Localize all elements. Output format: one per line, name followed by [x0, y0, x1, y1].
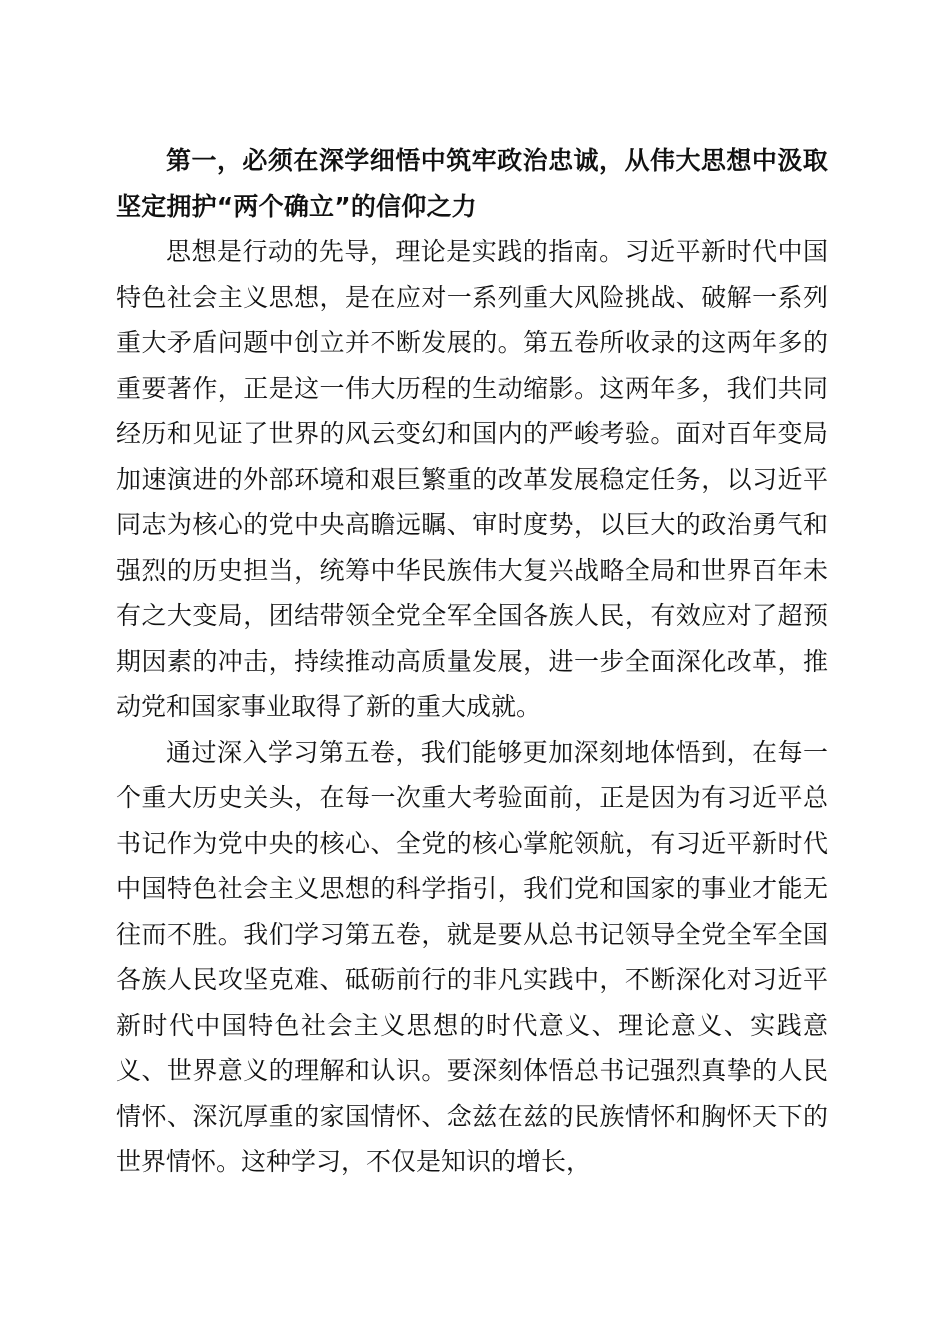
body-paragraph: 通过深入学习第五卷，我们能够更加深刻地体悟到，在每一个重大历史关头，在每一次重大考验面前，正是因为有习近平总书记作为党中央的核心、全党的核心掌舵领航，有习近平新时代中国特色社会主义思想的科学指引，我们党和国家的事业才能无往而不胜。我们学习第五卷，就是要从总书记领导全党全军全国各族人民攻坚克难、砥砺前行的非凡实践中，不断深化对习近平新时代中国特色社会主义思想的时代意义、理论意义、实践意义、世界意义的理解和认识。要深刻体悟总书记强烈真挚的人民情怀、深沉厚重的家国情怀、念兹在兹的民族情怀和胸怀天下的世界情怀。这种学习，不仅是知识的增长，	[116, 737, 828, 1176]
document-body	[116, 138, 828, 1185]
section-heading: 第一，必须在深学细悟中筑牢政治忠诚，从伟大思想中汲取坚定拥护“两个确立”的信仰之力	[116, 146, 828, 221]
body-paragraph: 思想是行动的先导，理论是实践的指南。习近平新时代中国特色社会主义思想，是在应对一系列重大风险挑战、破解一系列重大矛盾问题中创立并不断发展的。第五卷所收录的这两年多的重要著作，正是这一伟大历程的生动缩影。这两年多，我们共同经历和见证了世界的风云变幻和国内的严峻考验。面对百年变局加速演进的外部环境和艰巨繁重的改革发展稳定任务，以习近平同志为核心的党中央高瞻远瞩、审时度势，以巨大的政治勇气和强烈的历史担当，统筹中华民族伟大复兴战略全局和世界百年未有之大变局，团结带领全党全军全国各族人民，有效应对了超预期因素的冲击，持续推动高质量发展，进一步全面深化改革，推动党和国家事业取得了新的重大成就。	[116, 237, 828, 721]
